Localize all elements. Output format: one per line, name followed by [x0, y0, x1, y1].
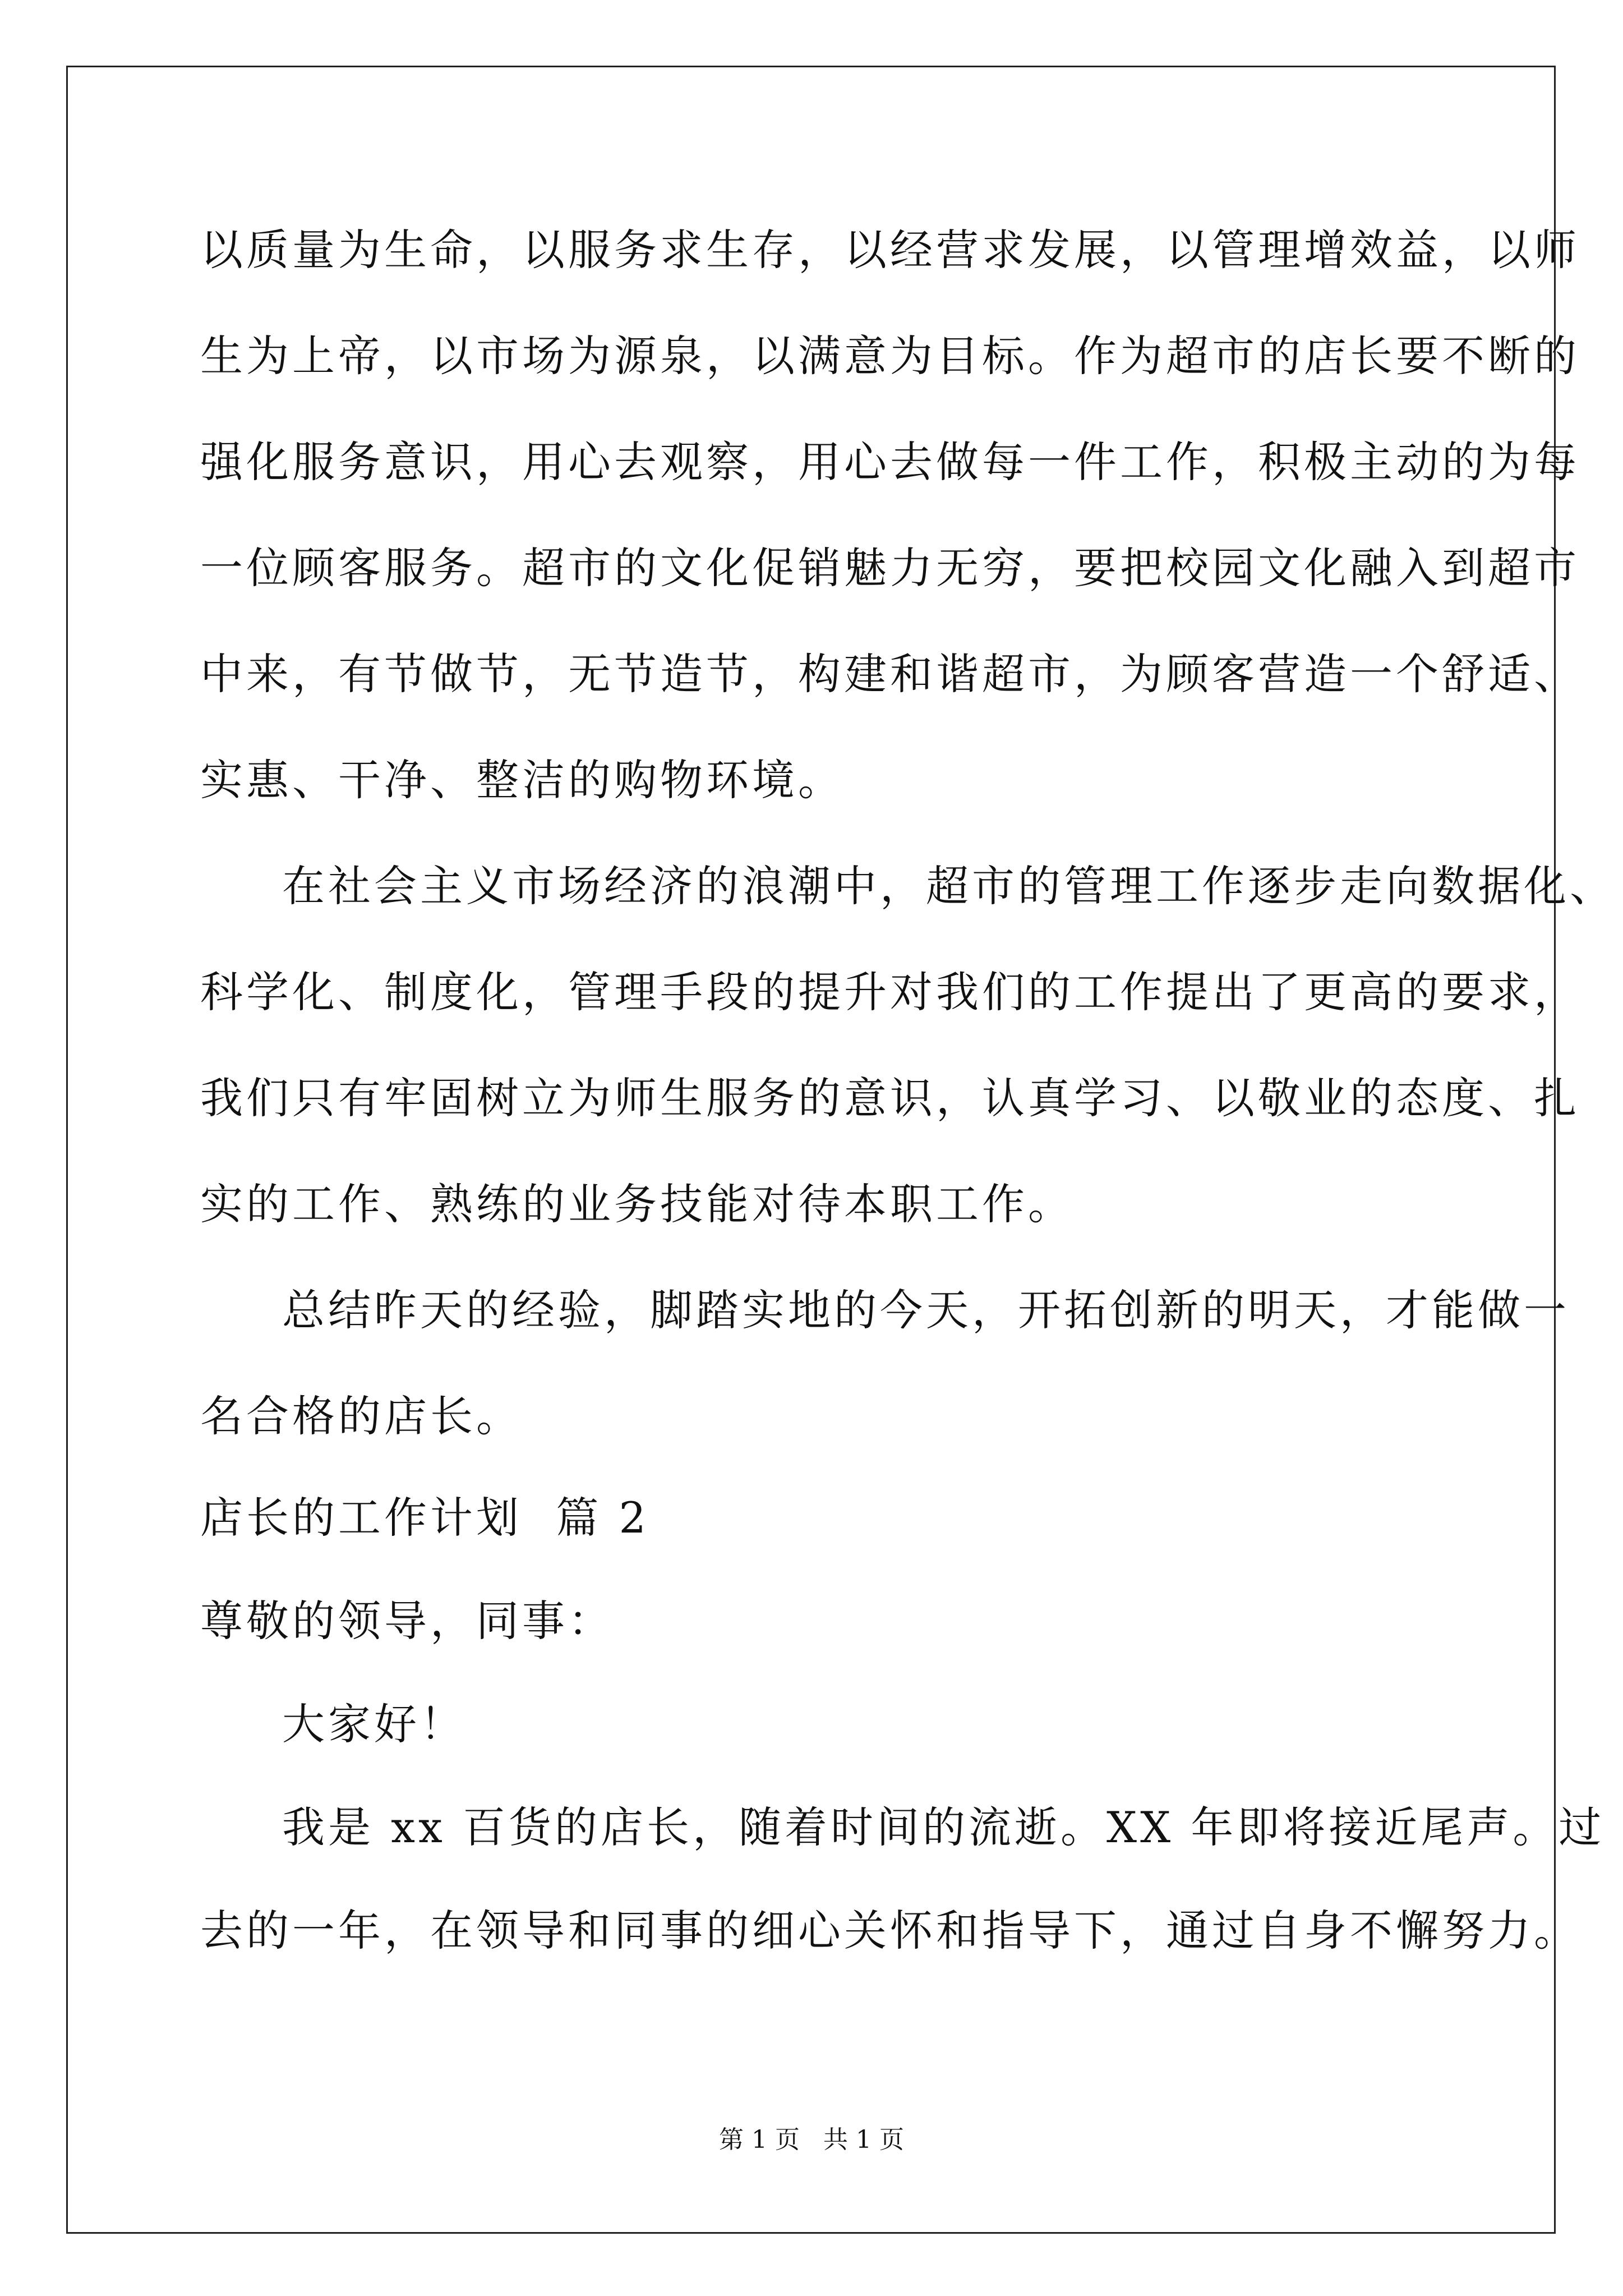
paragraph-line: 我是 xx 百货的店长，随着时间的流逝。XX 年即将接近尾声。过 [282, 1802, 1605, 1852]
paragraph-line: 总结昨天的经验，脚踏实地的今天，开拓创新的明天，才能做一 [282, 1285, 1570, 1335]
salutation: 尊敬的领导，同事： [200, 1596, 614, 1646]
paragraph-line: 以质量为生命，以服务求生存，以经营求发展，以管理增效益，以师 [200, 225, 1580, 275]
greeting: 大家好！ [282, 1699, 466, 1749]
paragraph-line: 强化服务意识，用心去观察，用心去做每一件工作，积极主动的为每 [200, 437, 1580, 487]
paragraph-line: 生为上帝，以市场为源泉，以满意为目标。作为超市的店长要不断的 [200, 331, 1580, 381]
page-footer [0, 2123, 1623, 2157]
page-number: 第 1 页 共 1 页 [719, 2125, 904, 2154]
paragraph-line: 去的一年，在领导和同事的细心关怀和指导下，通过自身不懈努力。 [200, 1906, 1580, 1955]
paragraph-line: 实惠、干净、整洁的购物环境。 [200, 755, 844, 805]
paragraph-line: 名合格的店长。 [200, 1391, 522, 1441]
paragraph-line: 科学化、制度化，管理手段的提升对我们的工作提出了更高的要求， [200, 967, 1580, 1017]
paragraph-line: 实的工作、熟练的业务技能对待本职工作。 [200, 1179, 1074, 1229]
paragraph-line: 一位顾客服务。超市的文化促销魅力无穷，要把校园文化融入到超市 [200, 543, 1580, 593]
paragraph-line: 在社会主义市场经济的浪潮中，超市的管理工作逐步走向数据化、 [282, 861, 1616, 911]
section-heading: 店长的工作计划 篇 2 [200, 1493, 649, 1543]
paragraph-line: 中来，有节做节，无节造节，构建和谐超市，为顾客营造一个舒适、 [200, 649, 1580, 699]
paragraph-line: 我们只有牢固树立为师生服务的意识，认真学习、以敬业的态度、扎 [200, 1073, 1580, 1123]
